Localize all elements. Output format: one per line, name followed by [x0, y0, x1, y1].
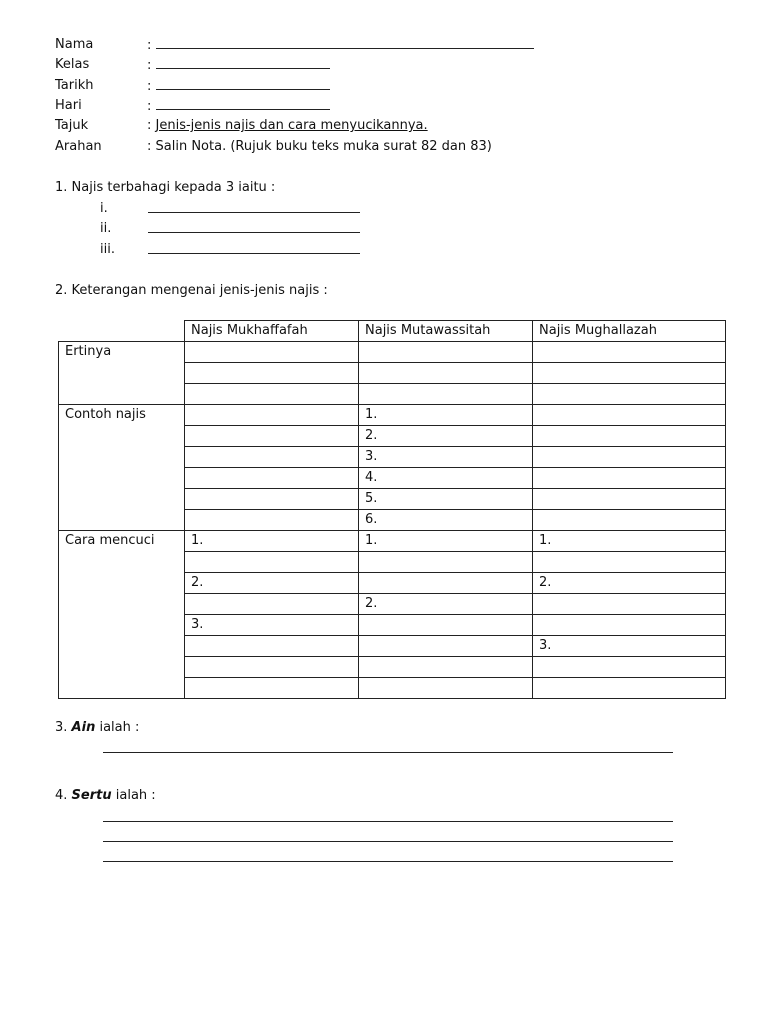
- table-row: [59, 342, 726, 363]
- answer-line[interactable]: [148, 253, 360, 254]
- table-cell[interactable]: 6.: [359, 510, 533, 531]
- table-cell[interactable]: [359, 342, 533, 363]
- table-cell[interactable]: 2.: [185, 573, 359, 594]
- table-cell[interactable]: [533, 657, 726, 678]
- table-cell[interactable]: [185, 447, 359, 468]
- column-header: Najis Mutawassitah: [359, 321, 533, 342]
- answer-line[interactable]: [103, 861, 673, 862]
- table-cell[interactable]: [533, 447, 726, 468]
- q3-text: [55, 718, 139, 738]
- table-cell[interactable]: 3.: [185, 615, 359, 636]
- table-cell[interactable]: [533, 384, 726, 405]
- nama-input-line[interactable]: [156, 35, 534, 49]
- arahan-value: Salin Nota. (Rujuk buku teks muka surat 82 dan 83): [155, 139, 492, 154]
- najis-table: [58, 320, 726, 699]
- table-header-row: [59, 321, 726, 342]
- q4-number: 4.: [55, 788, 68, 803]
- table-cell[interactable]: 2.: [359, 426, 533, 447]
- table-cell[interactable]: [185, 342, 359, 363]
- table-cell[interactable]: [185, 489, 359, 510]
- table-cell[interactable]: [533, 510, 726, 531]
- row-header: Cara mencuci: [59, 531, 185, 699]
- table-cell[interactable]: [533, 678, 726, 699]
- q2-text: 2. Keterangan mengenai jenis-jenis najis :: [55, 283, 328, 298]
- q3-number: 3.: [55, 720, 68, 735]
- column-header: Najis Mukhaffafah: [185, 321, 359, 342]
- q1-text: 1. Najis terbahagi kepada 3 iaitu :: [55, 180, 276, 195]
- table-cell[interactable]: [533, 468, 726, 489]
- row-header: Ertinya: [59, 342, 185, 405]
- q4-term: Sertu: [71, 788, 112, 803]
- table-cell[interactable]: 2.: [359, 594, 533, 615]
- table-cell[interactable]: [359, 573, 533, 594]
- table-cell[interactable]: [533, 426, 726, 447]
- row-header: Contoh najis: [59, 405, 185, 531]
- table-cell[interactable]: [185, 678, 359, 699]
- hari-input-line[interactable]: [156, 96, 330, 110]
- field-label: Hari: [55, 98, 82, 113]
- table-cell[interactable]: [533, 405, 726, 426]
- table-cell[interactable]: [185, 363, 359, 384]
- answer-line[interactable]: [103, 841, 673, 842]
- table-cell[interactable]: [185, 405, 359, 426]
- corner-cell: [59, 321, 185, 342]
- table-cell[interactable]: [185, 657, 359, 678]
- table-cell[interactable]: [359, 552, 533, 573]
- table-cell[interactable]: 4.: [359, 468, 533, 489]
- table-cell[interactable]: [533, 594, 726, 615]
- table-cell[interactable]: 5.: [359, 489, 533, 510]
- field-label: Nama: [55, 37, 94, 52]
- q4-text: [55, 786, 156, 806]
- table-cell[interactable]: [533, 615, 726, 636]
- q4-rest: ialah :: [115, 788, 156, 803]
- table-cell[interactable]: [359, 636, 533, 657]
- table-cell[interactable]: [533, 363, 726, 384]
- table-cell[interactable]: [185, 594, 359, 615]
- answer-line[interactable]: [148, 212, 360, 213]
- tarikh-input-line[interactable]: [156, 76, 330, 90]
- answer-line[interactable]: [148, 232, 360, 233]
- q3-term: Ain: [71, 720, 96, 735]
- table-cell[interactable]: [533, 489, 726, 510]
- table-cell[interactable]: [533, 342, 726, 363]
- table-cell[interactable]: [185, 510, 359, 531]
- answer-line[interactable]: [103, 821, 673, 822]
- table-cell[interactable]: [359, 678, 533, 699]
- column-header: Najis Mughallazah: [533, 321, 726, 342]
- table-cell[interactable]: [185, 384, 359, 405]
- table-cell[interactable]: [533, 552, 726, 573]
- answer-line[interactable]: [103, 752, 673, 753]
- table-row: [59, 405, 726, 426]
- table-cell[interactable]: [359, 384, 533, 405]
- table-cell[interactable]: [359, 657, 533, 678]
- table-cell[interactable]: [185, 468, 359, 489]
- field-label: Tarikh: [55, 78, 94, 93]
- tajuk-label: Tajuk: [55, 118, 89, 133]
- table-cell[interactable]: [359, 363, 533, 384]
- table-cell[interactable]: [185, 552, 359, 573]
- table-cell[interactable]: 3.: [533, 636, 726, 657]
- field-label: Kelas: [55, 57, 90, 72]
- kelas-input-line[interactable]: [156, 55, 330, 69]
- table-cell[interactable]: [185, 636, 359, 657]
- q3-rest: ialah :: [99, 720, 140, 735]
- tajuk-value: Jenis-jenis najis dan cara menyucikannya.: [155, 118, 428, 133]
- table-cell[interactable]: 3.: [359, 447, 533, 468]
- table-row: [59, 531, 726, 552]
- table-cell[interactable]: [359, 615, 533, 636]
- table-cell[interactable]: 2.: [533, 573, 726, 594]
- table-cell[interactable]: 1.: [533, 531, 726, 552]
- arahan-label: Arahan: [55, 139, 102, 154]
- table-cell[interactable]: 1.: [359, 531, 533, 552]
- table-cell[interactable]: [185, 426, 359, 447]
- table-cell[interactable]: 1.: [185, 531, 359, 552]
- table-cell[interactable]: 1.: [359, 405, 533, 426]
